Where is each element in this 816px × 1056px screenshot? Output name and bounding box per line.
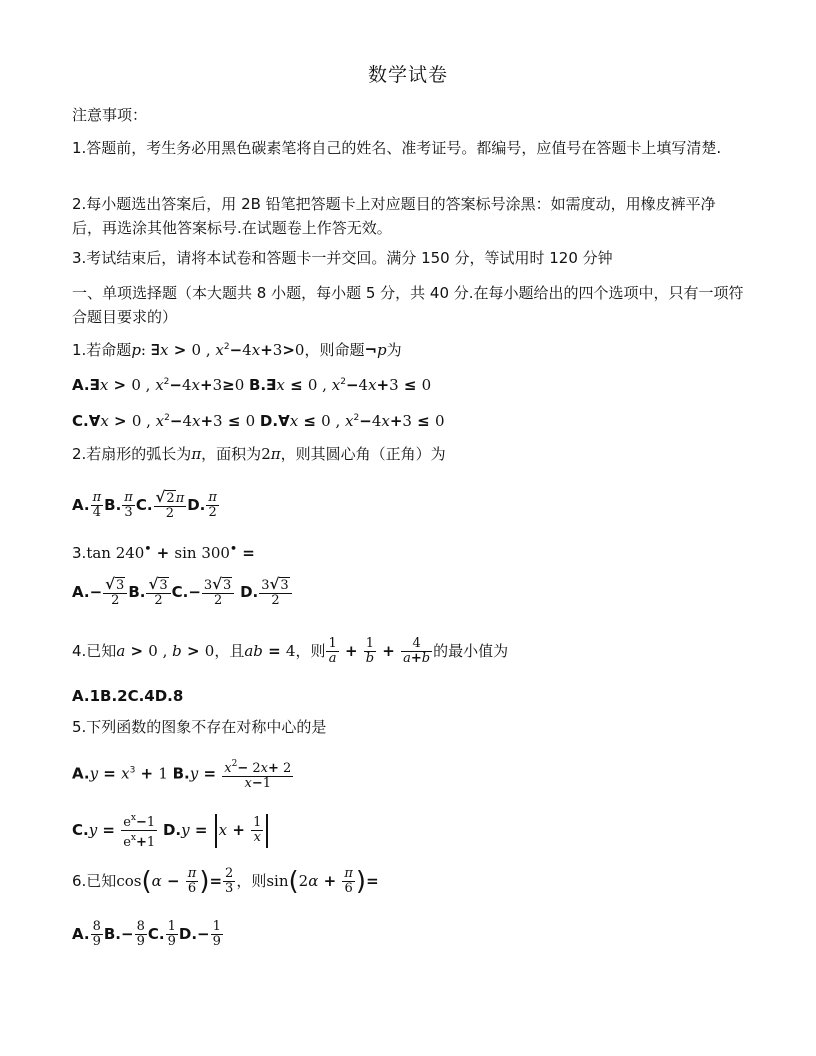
page-title: 数学试卷 bbox=[367, 64, 448, 86]
question-5: 5.下列函数的图象不存在对称中心的是 bbox=[72, 718, 327, 736]
notice-item-2: 2.每小题选出答案后，用 2B 铅笔把答题卡上对应题目的答案标号涂黑：如需度动，用橡皮裤平净后，再选涂其他答案标号.在试题卷上作答无效。 bbox=[72, 195, 716, 237]
notice-heading: 注意事项： bbox=[72, 106, 148, 124]
notice-item-1: 1.答题前，考生务必用黑色碳素笔将自己的姓名、准考证号。都编号，应值号在答题卡上填写清楚. bbox=[72, 139, 722, 157]
q3-options: A.− $\frac{√3}{2}$ B. $\frac{√3}{2}$ C.− $\frac{3√3}{2}$ D. $\frac{3√3}{2}$ bbox=[72, 577, 744, 608]
q5-options-ab: $A.y = x^3 + 1$ B.y = $\frac{x^2- 2x+ 2}{x-1}$ bbox=[72, 759, 292, 791]
q1-options-cd: C.∀x > 0 , $x^2-4x+3 \le 0$ D.∀x ≤ 0 , $x^2-4x+3 \le 0$ bbox=[72, 412, 445, 430]
q2-options: A. $\frac{\pi}{4}$ B. $\frac{\pi}{3}$ C. $\frac{√2\pi}{2}$ D. $\frac{\pi}{2}$ bbox=[72, 488, 217, 521]
section-heading: 一、单项选择题（本大题共 8 小题，每小题 5 分，共 40 分.在每小题给出的四个选项中，只有一项符合题目要求的） bbox=[72, 284, 744, 326]
q6-options: A. $\frac{8}{9}$ B.− $\frac{8}{9}$ C. $\frac{1}{9}$ D.− $\frac{1}{9}$ bbox=[72, 919, 221, 949]
question-1: 1.若命题p: ∃x > 0 , $x^2-4x+3>0$，则命题¬p为 bbox=[72, 341, 402, 359]
question-4: 4.已知a > 0 , b > 0，且ab = 4，则 $\frac{1}{a}$ + $\frac{1}{b}$ + $\frac{4}{a+b}$ 的最小值为 bbox=[72, 636, 509, 666]
q5-options-cd: C.y = $\frac{e^x-1}{e^x+1}$ D.y = x + $\frac{1}{x}$ bbox=[72, 811, 744, 850]
question-6: 6.已知cos(α − $\frac{\pi}{6}$ )= $\frac{2}{3}$ ，则sin(2α + $\frac{\pi}{6}$ )= bbox=[72, 866, 379, 897]
q1-stem-mid: ，则命题 bbox=[304, 341, 365, 359]
q1-proposition: p bbox=[131, 341, 141, 359]
question-2: 2.若扇形的弧长为π，面积为2π，则其圆心角（正角）为 bbox=[72, 445, 446, 463]
q4-options: A.1B.2C.4D.8 bbox=[72, 687, 184, 705]
q1-options-ab: A.∃x > 0 , $x^2-4x+3\ge 0$ B.∃x ≤ 0 , $x^2-4x+3 \le 0$ bbox=[72, 376, 432, 394]
q1-stem-pre: 1.若命题 bbox=[72, 341, 132, 359]
notice-item-3: 3.考试结束后，请将本试卷和答题卡一并交回。满分 150 分，等试用时 120 分钟 bbox=[72, 249, 613, 267]
question-3: 3.tan 240• + sin 300• = bbox=[72, 542, 255, 562]
q1-stem-post: 为 bbox=[386, 341, 402, 359]
